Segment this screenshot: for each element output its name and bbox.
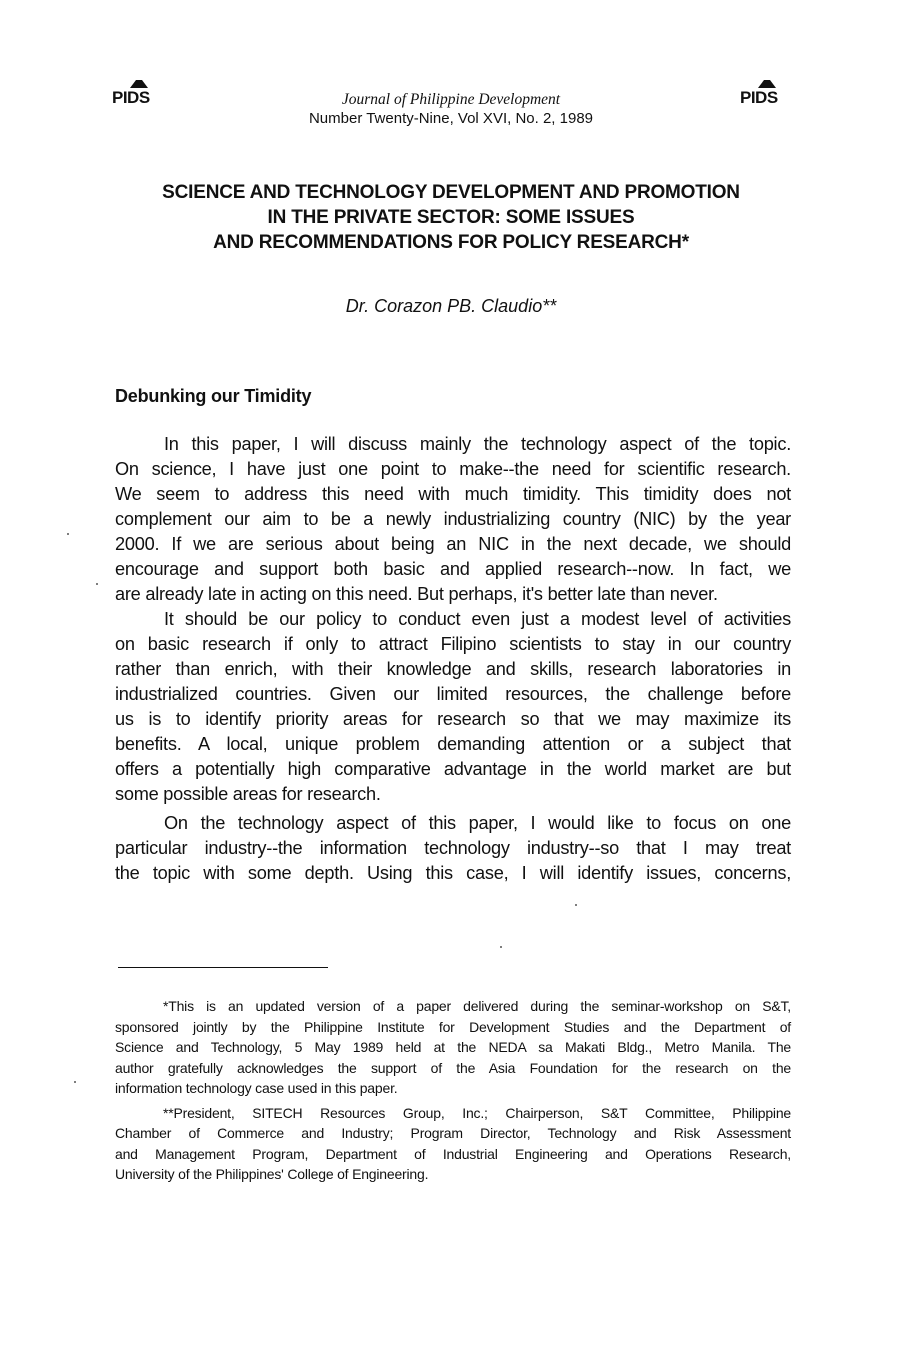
journal-title: Journal of Philippine Development [341,91,561,108]
paragraph [115,811,791,886]
footnote-line: author gratefully acknowledges the support of the Asia Foundation for the research on the [115,1059,791,1076]
title-line: AND RECOMMENDATIONS FOR POLICY RESEARCH* [213,232,689,253]
body-text [115,432,791,886]
footnote-line: **President, SITECH Resources Group, Inc.; Chairperson, S&T Committee, Philippine [163,1104,791,1121]
text-line: some possible areas for research. [115,784,381,804]
text-line: encourage and support both basic and applied research--now. In fact, we [115,559,791,579]
text-line: industrialized countries. Given our limited resources, the challenge before [115,684,791,704]
footnote [115,1103,791,1185]
text-line: On the technology aspect of this paper, I would like to focus on one [164,813,791,833]
footnote-divider [118,967,328,968]
text-line: particular industry--the information technology industry--so that I may treat [115,838,791,858]
footnotes [115,996,791,1185]
footnote-line: information technology case used in this paper. [115,1080,398,1096]
scan-speck [500,946,502,948]
text-line: rather than enrich, with their knowledge and skills, research laboratories in [115,659,791,679]
text-line: offers a potentially high comparative advantage in the world market are but [115,759,791,779]
pids-logo-text: PIDS [112,88,150,107]
scan-speck [74,1081,76,1083]
pids-logo-left [112,78,168,106]
title-line: SCIENCE AND TECHNOLOGY DEVELOPMENT AND PROMOTION [162,182,740,203]
footnote-line: *This is an updated version of a paper delivered during the seminar-workshop on S&T, [163,998,791,1014]
title-line: IN THE PRIVATE SECTOR: SOME ISSUES [267,207,635,228]
journal-header [200,90,702,129]
footnote-line: Science and Technology, 5 May 1989 held at the NEDA sa Makati Bldg., Metro Manila. The [115,1039,791,1055]
text-line: complement our aim to be a newly industrializing country (NIC) by the year [115,509,791,529]
article-author: Dr. Corazon PB. Claudio** [345,296,557,316]
text-line: 2000. If we are serious about being an NIC in the next decade, we should [115,534,791,554]
text-line: are already late in acting on this need. But perhaps, it's better late than never. [115,584,718,604]
text-line: us is to identify priority areas for research so that we may maximize its [115,709,791,729]
scan-speck [67,533,69,535]
footnote-line: University of the Philippines' College of Engineering. [115,1166,429,1182]
scan-speck [96,583,98,585]
text-line: On science, I have just one point to make--the need for scientific research. [115,459,791,479]
section-heading: Debunking our Timidity [115,386,312,406]
text-line: In this paper, I will discuss mainly the technology aspect of the topic. [164,434,791,454]
footnote-line: and Management Program, Department of Industrial Engineering and Operations Research, [115,1145,791,1162]
text-line: on basic research if only to attract Filipino scientists to stay in our country [115,634,791,654]
text-line: It should be our policy to conduct even just a modest level of activities [164,609,791,629]
footnote-line: sponsored jointly by the Philippine Institute for Development Studies and the Department of [115,1018,791,1035]
text-line: benefits. A local, unique problem demanding attention or a subject that [115,734,791,754]
paragraph [115,607,791,807]
paragraph [115,432,791,607]
article-title [110,180,792,255]
journal-issue: Number Twenty-Nine, Vol XVI, No. 2, 1989 [308,110,594,127]
text-line: We seem to address this need with much timidity. This timidity does not [115,484,791,504]
text-line: the topic with some depth. Using this case, I will identify issues, concerns, [115,863,791,883]
scan-speck [575,904,577,906]
footnote-line: Chamber of Commerce and Industry; Program Director, Technology and Risk Assessment [115,1125,791,1141]
pids-logo-right [740,78,796,106]
pids-logo-text: PIDS [740,88,778,107]
footnote [115,996,791,1099]
